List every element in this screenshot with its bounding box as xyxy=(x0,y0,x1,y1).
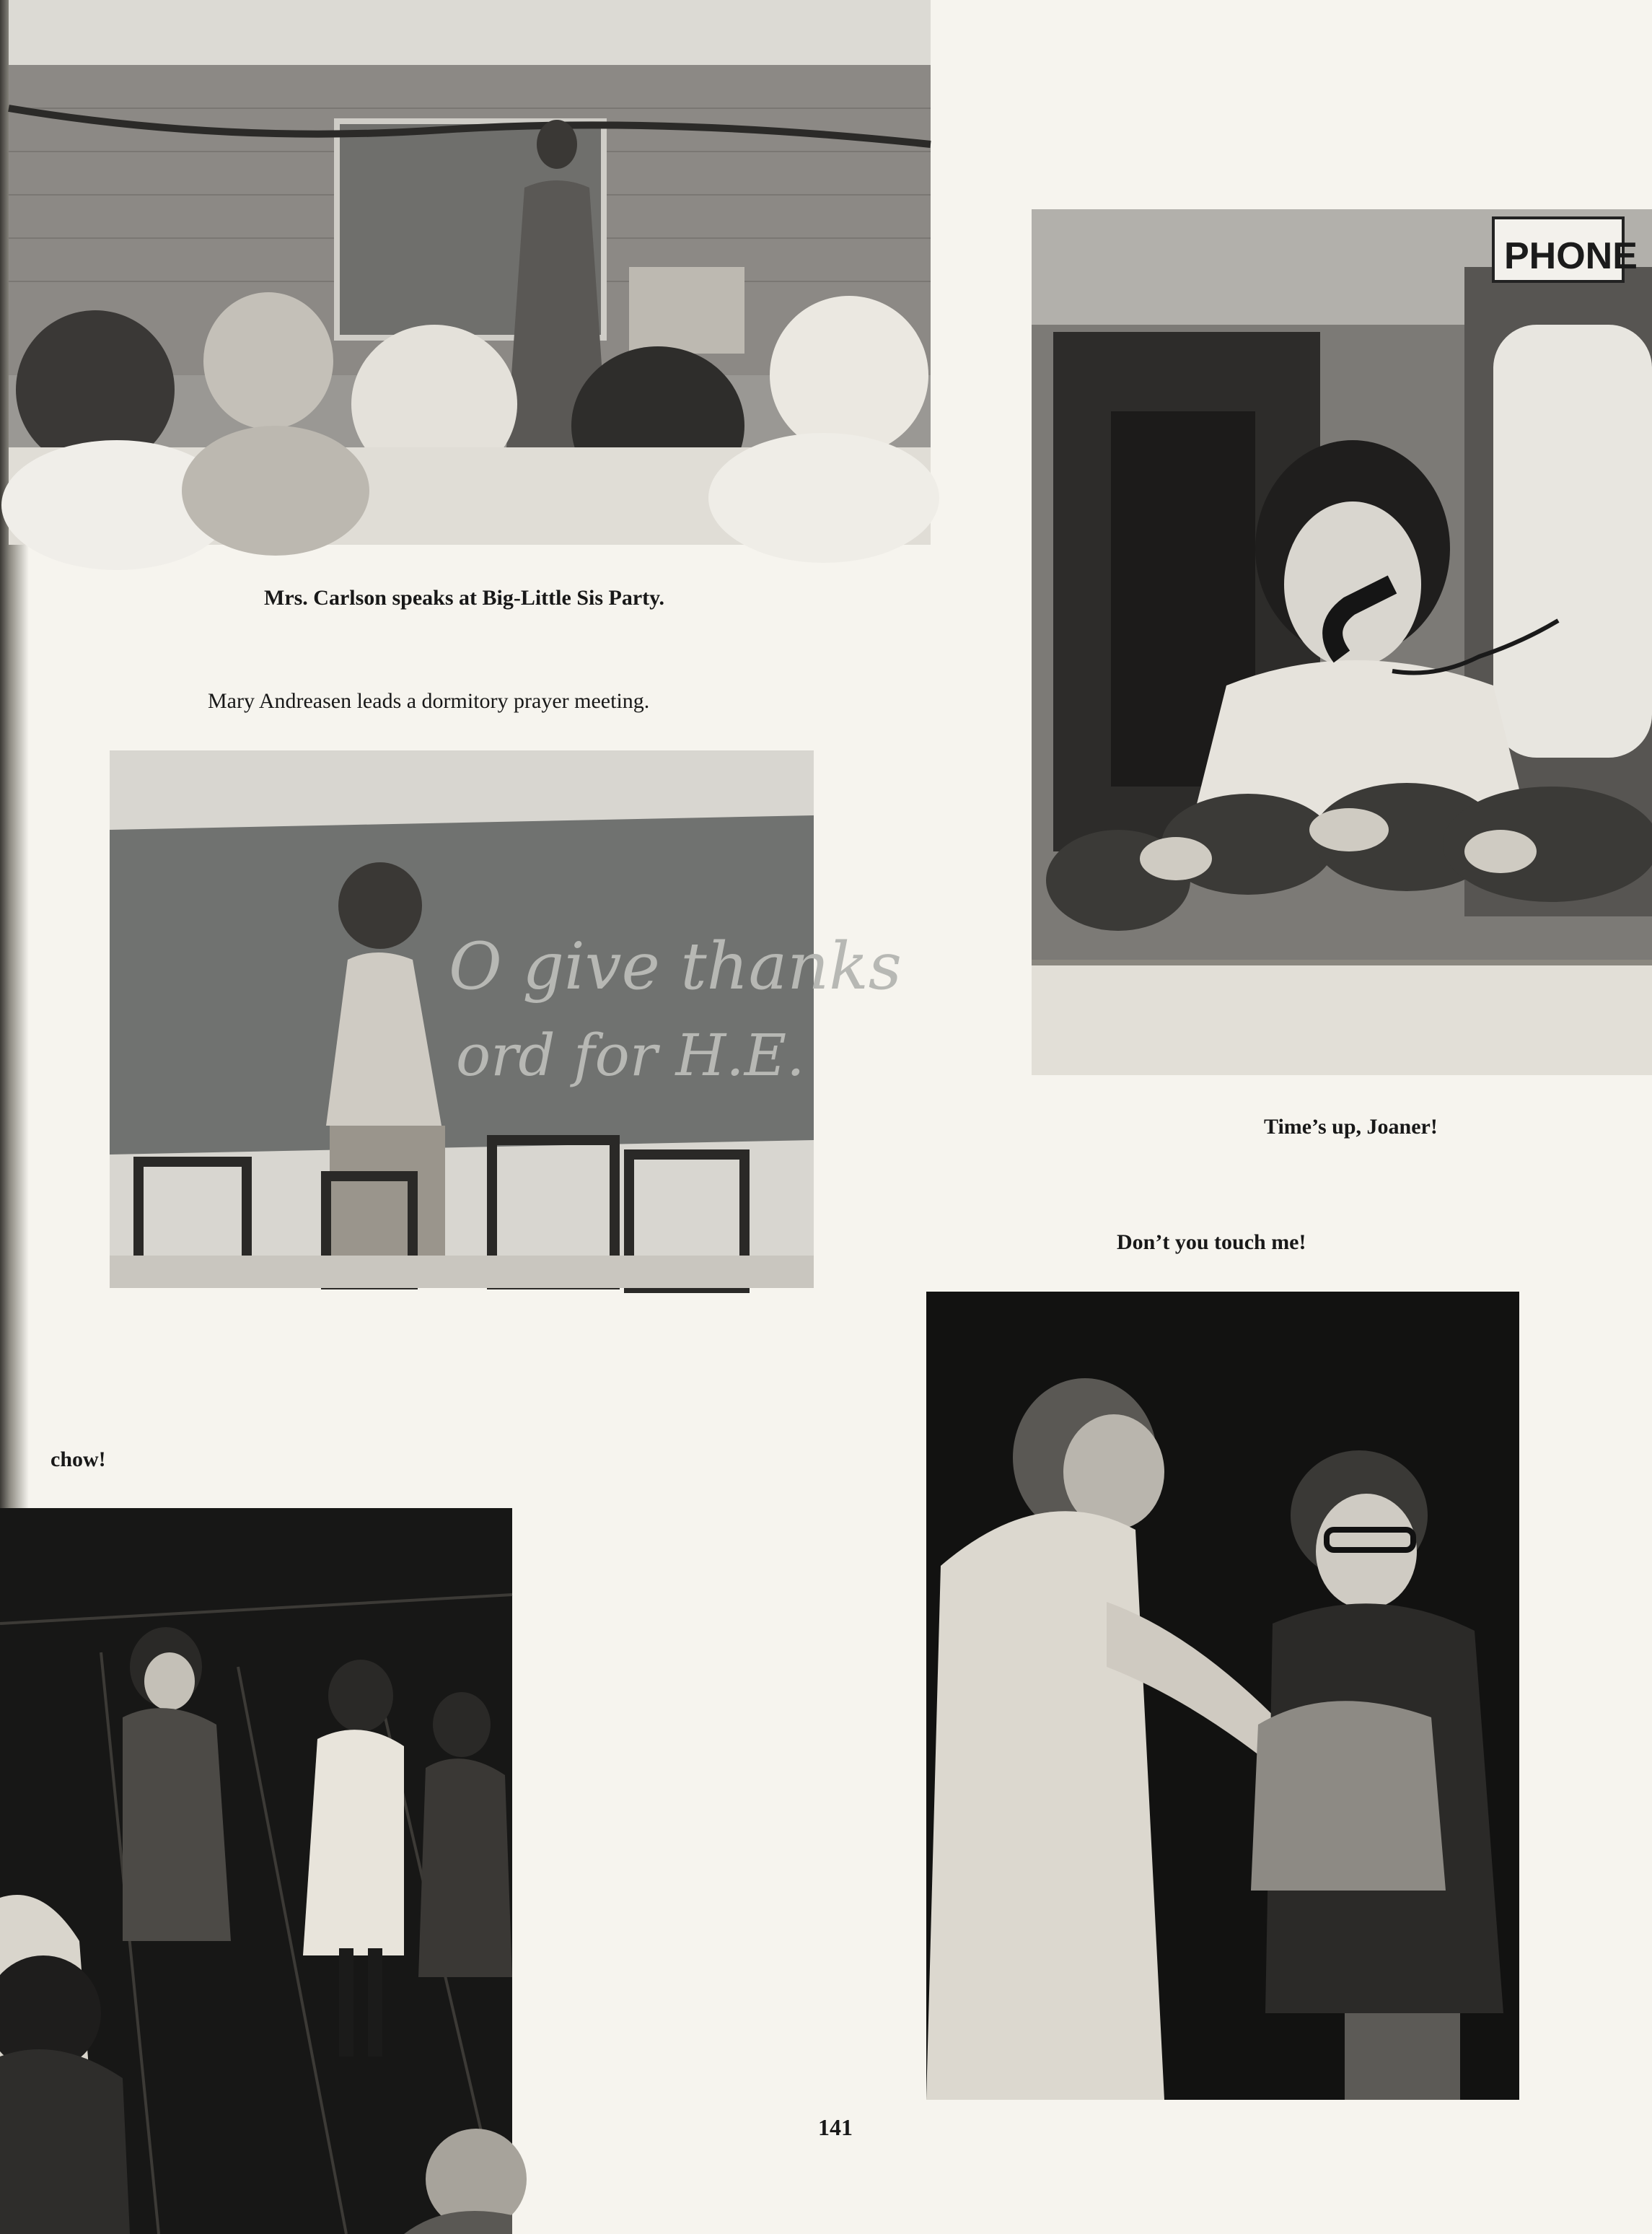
caption-joaner: Time’s up, Joaner! xyxy=(1264,1115,1438,1139)
photo-carlson-speaking xyxy=(9,0,931,545)
chalkboard-text: O give thanks xyxy=(449,929,902,1004)
photo-andreasen-prayer xyxy=(110,750,902,1288)
caption-carlson: Mrs. Carlson speaks at Big-Little Sis Party. xyxy=(264,586,664,610)
svg-text:ord for H.E.: ord for H.E. xyxy=(456,1022,805,1089)
caption-andreasen: Mary Andreasen leads a dormitory prayer meeting. xyxy=(208,689,650,713)
caption-touch: Don’t you touch me! xyxy=(1117,1230,1306,1254)
photo-chow-line xyxy=(0,1508,512,2234)
phone-sign-text: PHONE xyxy=(1504,235,1638,277)
photo-touch-me xyxy=(926,1292,1519,2100)
caption-chow: chow! xyxy=(50,1447,106,1471)
photo-joaner-phone xyxy=(1032,209,1652,1075)
page-number: 141 xyxy=(818,2114,853,2140)
